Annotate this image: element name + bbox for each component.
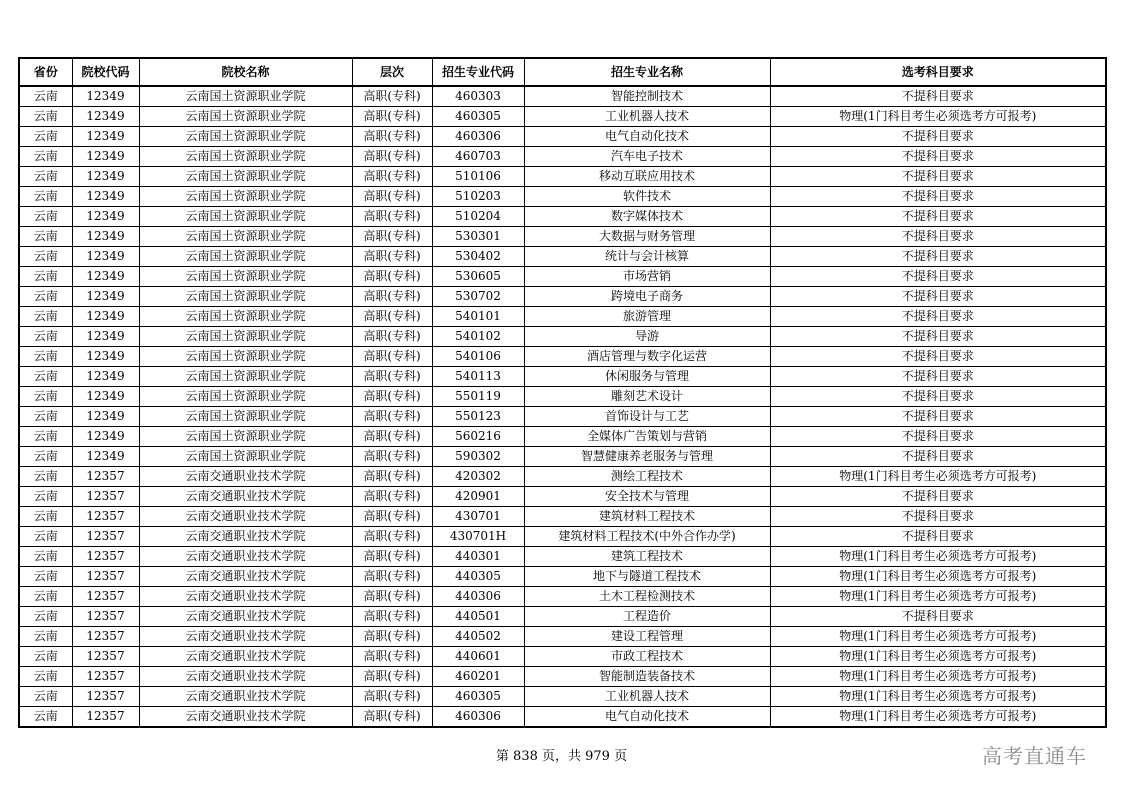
cell-school-name: 云南国土资源职业学院 xyxy=(139,107,352,127)
table-row xyxy=(19,547,1106,567)
cell-school-name: 云南国土资源职业学院 xyxy=(139,327,352,347)
cell-level: 高职(专科) xyxy=(352,247,432,267)
table-body xyxy=(19,86,1106,727)
cell-major-code: 420901 xyxy=(432,487,524,507)
table-row xyxy=(19,467,1106,487)
cell-major-name: 智能控制技术 xyxy=(524,86,770,107)
cell-subject-requirement: 物理(1门科目考生必须选考方可报考) xyxy=(770,647,1106,667)
cell-school-code: 12357 xyxy=(72,467,139,487)
cell-school-code: 12349 xyxy=(72,267,139,287)
table-row xyxy=(19,647,1106,667)
cell-school-name: 云南国土资源职业学院 xyxy=(139,227,352,247)
cell-level: 高职(专科) xyxy=(352,387,432,407)
cell-major-code: 550123 xyxy=(432,407,524,427)
cell-province: 云南 xyxy=(19,447,72,467)
table-row xyxy=(19,367,1106,387)
cell-school-code: 12349 xyxy=(72,227,139,247)
cell-subject-requirement: 不提科目要求 xyxy=(770,487,1106,507)
cell-subject-requirement: 不提科目要求 xyxy=(770,287,1106,307)
cell-school-name: 云南国土资源职业学院 xyxy=(139,387,352,407)
header-school-name: 院校名称 xyxy=(139,58,352,86)
cell-major-code: 540113 xyxy=(432,367,524,387)
cell-school-code: 12357 xyxy=(72,627,139,647)
watermark-text: 高考直通车 xyxy=(982,744,1087,768)
cell-subject-requirement: 物理(1门科目考生必须选考方可报考) xyxy=(770,587,1106,607)
cell-school-code: 12349 xyxy=(72,387,139,407)
cell-major-code: 460303 xyxy=(432,86,524,107)
cell-province: 云南 xyxy=(19,247,72,267)
cell-major-code: 440306 xyxy=(432,587,524,607)
cell-major-name: 大数据与财务管理 xyxy=(524,227,770,247)
cell-major-name: 建设工程管理 xyxy=(524,627,770,647)
cell-major-name: 工业机器人技术 xyxy=(524,107,770,127)
cell-subject-requirement: 不提科目要求 xyxy=(770,147,1106,167)
header-level: 层次 xyxy=(352,58,432,86)
cell-major-code: 460306 xyxy=(432,127,524,147)
cell-level: 高职(专科) xyxy=(352,507,432,527)
cell-major-name: 土木工程检测技术 xyxy=(524,587,770,607)
table-row xyxy=(19,327,1106,347)
cell-province: 云南 xyxy=(19,427,72,447)
cell-major-name: 软件技术 xyxy=(524,187,770,207)
cell-school-name: 云南国土资源职业学院 xyxy=(139,147,352,167)
table-row xyxy=(19,347,1106,367)
cell-subject-requirement: 不提科目要求 xyxy=(770,86,1106,107)
cell-subject-requirement: 物理(1门科目考生必须选考方可报考) xyxy=(770,107,1106,127)
cell-province: 云南 xyxy=(19,207,72,227)
cell-major-name: 电气自动化技术 xyxy=(524,127,770,147)
cell-school-name: 云南交通职业技术学院 xyxy=(139,467,352,487)
cell-school-code: 12357 xyxy=(72,527,139,547)
header-major-name: 招生专业名称 xyxy=(524,58,770,86)
cell-province: 云南 xyxy=(19,147,72,167)
table-row xyxy=(19,667,1106,687)
cell-major-code: 510204 xyxy=(432,207,524,227)
cell-province: 云南 xyxy=(19,627,72,647)
cell-major-code: 440301 xyxy=(432,547,524,567)
cell-level: 高职(专科) xyxy=(352,367,432,387)
cell-level: 高职(专科) xyxy=(352,567,432,587)
cell-major-code: 460703 xyxy=(432,147,524,167)
cell-major-code: 460201 xyxy=(432,667,524,687)
table-row xyxy=(19,627,1106,647)
cell-subject-requirement: 物理(1门科目考生必须选考方可报考) xyxy=(770,567,1106,587)
cell-major-code: 440601 xyxy=(432,647,524,667)
cell-major-name: 地下与隧道工程技术 xyxy=(524,567,770,587)
cell-level: 高职(专科) xyxy=(352,107,432,127)
cell-school-code: 12349 xyxy=(72,107,139,127)
cell-major-name: 智能制造装备技术 xyxy=(524,667,770,687)
cell-subject-requirement: 不提科目要求 xyxy=(770,387,1106,407)
cell-school-name: 云南交通职业技术学院 xyxy=(139,687,352,707)
cell-school-name: 云南交通职业技术学院 xyxy=(139,607,352,627)
cell-school-name: 云南交通职业技术学院 xyxy=(139,707,352,728)
cell-school-name: 云南国土资源职业学院 xyxy=(139,207,352,227)
cell-province: 云南 xyxy=(19,527,72,547)
header-major-code: 招生专业代码 xyxy=(432,58,524,86)
cell-major-name: 旅游管理 xyxy=(524,307,770,327)
cell-major-code: 460305 xyxy=(432,687,524,707)
cell-major-name: 汽车电子技术 xyxy=(524,147,770,167)
cell-province: 云南 xyxy=(19,607,72,627)
cell-level: 高职(专科) xyxy=(352,607,432,627)
table-row xyxy=(19,587,1106,607)
cell-major-name: 统计与会计核算 xyxy=(524,247,770,267)
cell-level: 高职(专科) xyxy=(352,587,432,607)
cell-major-name: 跨境电子商务 xyxy=(524,287,770,307)
cell-major-code: 420302 xyxy=(432,467,524,487)
cell-subject-requirement: 不提科目要求 xyxy=(770,307,1106,327)
cell-major-code: 590302 xyxy=(432,447,524,467)
cell-subject-requirement: 物理(1门科目考生必须选考方可报考) xyxy=(770,627,1106,647)
cell-level: 高职(专科) xyxy=(352,327,432,347)
cell-subject-requirement: 物理(1门科目考生必须选考方可报考) xyxy=(770,667,1106,687)
cell-major-code: 540106 xyxy=(432,347,524,367)
cell-province: 云南 xyxy=(19,467,72,487)
cell-level: 高职(专科) xyxy=(352,267,432,287)
cell-major-name: 市政工程技术 xyxy=(524,647,770,667)
cell-province: 云南 xyxy=(19,127,72,147)
cell-major-name: 建筑材料工程技术 xyxy=(524,507,770,527)
cell-school-name: 云南国土资源职业学院 xyxy=(139,347,352,367)
cell-subject-requirement: 物理(1门科目考生必须选考方可报考) xyxy=(770,707,1106,728)
table-row xyxy=(19,707,1106,728)
cell-school-name: 云南国土资源职业学院 xyxy=(139,367,352,387)
cell-school-name: 云南国土资源职业学院 xyxy=(139,447,352,467)
cell-level: 高职(专科) xyxy=(352,347,432,367)
cell-major-name: 安全技术与管理 xyxy=(524,487,770,507)
cell-school-code: 12349 xyxy=(72,447,139,467)
cell-school-code: 12357 xyxy=(72,567,139,587)
cell-school-code: 12357 xyxy=(72,507,139,527)
cell-subject-requirement: 不提科目要求 xyxy=(770,407,1106,427)
cell-school-name: 云南交通职业技术学院 xyxy=(139,567,352,587)
cell-province: 云南 xyxy=(19,287,72,307)
cell-school-code: 12357 xyxy=(72,667,139,687)
cell-level: 高职(专科) xyxy=(352,207,432,227)
table-row xyxy=(19,447,1106,467)
cell-major-code: 430701H xyxy=(432,527,524,547)
table-row xyxy=(19,407,1106,427)
cell-school-code: 12357 xyxy=(72,687,139,707)
table-row xyxy=(19,147,1106,167)
cell-school-name: 云南交通职业技术学院 xyxy=(139,527,352,547)
cell-level: 高职(专科) xyxy=(352,547,432,567)
cell-province: 云南 xyxy=(19,367,72,387)
cell-level: 高职(专科) xyxy=(352,627,432,647)
cell-level: 高职(专科) xyxy=(352,287,432,307)
cell-major-code: 530301 xyxy=(432,227,524,247)
cell-province: 云南 xyxy=(19,307,72,327)
cell-school-name: 云南国土资源职业学院 xyxy=(139,307,352,327)
cell-major-code: 460306 xyxy=(432,707,524,728)
cell-province: 云南 xyxy=(19,667,72,687)
cell-subject-requirement: 不提科目要求 xyxy=(770,267,1106,287)
cell-major-code: 430701 xyxy=(432,507,524,527)
table-row xyxy=(19,247,1106,267)
cell-province: 云南 xyxy=(19,487,72,507)
cell-level: 高职(专科) xyxy=(352,487,432,507)
table-row xyxy=(19,287,1106,307)
cell-school-code: 12349 xyxy=(72,307,139,327)
cell-level: 高职(专科) xyxy=(352,467,432,487)
cell-school-code: 12349 xyxy=(72,327,139,347)
cell-level: 高职(专科) xyxy=(352,527,432,547)
cell-major-code: 510106 xyxy=(432,167,524,187)
cell-subject-requirement: 不提科目要求 xyxy=(770,367,1106,387)
cell-major-name: 酒店管理与数字化运营 xyxy=(524,347,770,367)
cell-province: 云南 xyxy=(19,687,72,707)
cell-school-name: 云南交通职业技术学院 xyxy=(139,647,352,667)
cell-subject-requirement: 不提科目要求 xyxy=(770,167,1106,187)
table-row xyxy=(19,86,1106,107)
cell-province: 云南 xyxy=(19,407,72,427)
cell-province: 云南 xyxy=(19,327,72,347)
cell-subject-requirement: 物理(1门科目考生必须选考方可报考) xyxy=(770,547,1106,567)
table-row xyxy=(19,167,1106,187)
cell-subject-requirement: 不提科目要求 xyxy=(770,347,1106,367)
cell-major-code: 440501 xyxy=(432,607,524,627)
cell-school-name: 云南国土资源职业学院 xyxy=(139,247,352,267)
cell-school-name: 云南国土资源职业学院 xyxy=(139,407,352,427)
cell-level: 高职(专科) xyxy=(352,407,432,427)
table-row xyxy=(19,687,1106,707)
table-row xyxy=(19,227,1106,247)
cell-major-name: 工程造价 xyxy=(524,607,770,627)
table-row xyxy=(19,127,1106,147)
cell-school-name: 云南国土资源职业学院 xyxy=(139,86,352,107)
cell-school-code: 12349 xyxy=(72,347,139,367)
cell-major-code: 440305 xyxy=(432,567,524,587)
cell-subject-requirement: 物理(1门科目考生必须选考方可报考) xyxy=(770,467,1106,487)
cell-school-code: 12357 xyxy=(72,587,139,607)
cell-level: 高职(专科) xyxy=(352,167,432,187)
cell-school-name: 云南国土资源职业学院 xyxy=(139,287,352,307)
cell-major-name: 建筑材料工程技术(中外合作办学) xyxy=(524,527,770,547)
cell-subject-requirement: 不提科目要求 xyxy=(770,247,1106,267)
cell-school-code: 12349 xyxy=(72,167,139,187)
cell-subject-requirement: 不提科目要求 xyxy=(770,447,1106,467)
table-row xyxy=(19,187,1106,207)
cell-school-code: 12357 xyxy=(72,647,139,667)
header-subject-requirement: 选考科目要求 xyxy=(770,58,1106,86)
cell-major-code: 530402 xyxy=(432,247,524,267)
page-number: 第 838 页，共 979 页 xyxy=(495,749,628,764)
cell-province: 云南 xyxy=(19,567,72,587)
cell-major-code: 440502 xyxy=(432,627,524,647)
cell-province: 云南 xyxy=(19,167,72,187)
cell-level: 高职(专科) xyxy=(352,86,432,107)
cell-school-name: 云南交通职业技术学院 xyxy=(139,667,352,687)
cell-province: 云南 xyxy=(19,107,72,127)
table-row xyxy=(19,487,1106,507)
cell-province: 云南 xyxy=(19,347,72,367)
cell-level: 高职(专科) xyxy=(352,307,432,327)
cell-school-code: 12349 xyxy=(72,287,139,307)
cell-school-code: 12349 xyxy=(72,187,139,207)
header-school-code: 院校代码 xyxy=(72,58,139,86)
cell-major-name: 移动互联应用技术 xyxy=(524,167,770,187)
cell-subject-requirement: 不提科目要求 xyxy=(770,427,1106,447)
cell-province: 云南 xyxy=(19,587,72,607)
cell-level: 高职(专科) xyxy=(352,127,432,147)
cell-major-code: 510203 xyxy=(432,187,524,207)
cell-subject-requirement: 不提科目要求 xyxy=(770,327,1106,347)
cell-level: 高职(专科) xyxy=(352,647,432,667)
cell-school-name: 云南国土资源职业学院 xyxy=(139,187,352,207)
table-row xyxy=(19,607,1106,627)
cell-level: 高职(专科) xyxy=(352,447,432,467)
cell-subject-requirement: 不提科目要求 xyxy=(770,507,1106,527)
cell-major-name: 市场营销 xyxy=(524,267,770,287)
cell-level: 高职(专科) xyxy=(352,227,432,247)
cell-major-code: 540102 xyxy=(432,327,524,347)
cell-major-name: 电气自动化技术 xyxy=(524,707,770,728)
cell-subject-requirement: 不提科目要求 xyxy=(770,227,1106,247)
header-province: 省份 xyxy=(19,58,72,86)
cell-subject-requirement: 不提科目要求 xyxy=(770,527,1106,547)
cell-major-code: 540101 xyxy=(432,307,524,327)
table-row xyxy=(19,107,1106,127)
table-row xyxy=(19,307,1106,327)
cell-major-name: 雕刻艺术设计 xyxy=(524,387,770,407)
cell-school-name: 云南国土资源职业学院 xyxy=(139,167,352,187)
cell-school-code: 12357 xyxy=(72,487,139,507)
cell-school-name: 云南国土资源职业学院 xyxy=(139,267,352,287)
cell-subject-requirement: 不提科目要求 xyxy=(770,607,1106,627)
cell-school-code: 12357 xyxy=(72,547,139,567)
cell-school-code: 12357 xyxy=(72,707,139,728)
cell-school-code: 12349 xyxy=(72,367,139,387)
cell-province: 云南 xyxy=(19,227,72,247)
cell-province: 云南 xyxy=(19,267,72,287)
cell-major-code: 530605 xyxy=(432,267,524,287)
table-row xyxy=(19,567,1106,587)
cell-major-name: 建筑工程技术 xyxy=(524,547,770,567)
cell-subject-requirement: 不提科目要求 xyxy=(770,127,1106,147)
table-header xyxy=(19,58,1106,86)
cell-level: 高职(专科) xyxy=(352,687,432,707)
table-row xyxy=(19,507,1106,527)
cell-subject-requirement: 不提科目要求 xyxy=(770,207,1106,227)
cell-school-name: 云南国土资源职业学院 xyxy=(139,427,352,447)
cell-level: 高职(专科) xyxy=(352,187,432,207)
cell-subject-requirement: 物理(1门科目考生必须选考方可报考) xyxy=(770,687,1106,707)
cell-level: 高职(专科) xyxy=(352,707,432,728)
cell-school-name: 云南交通职业技术学院 xyxy=(139,507,352,527)
admission-table xyxy=(18,57,1107,728)
table-row xyxy=(19,267,1106,287)
cell-level: 高职(专科) xyxy=(352,667,432,687)
cell-school-code: 12349 xyxy=(72,407,139,427)
table-row xyxy=(19,427,1106,447)
cell-school-name: 云南交通职业技术学院 xyxy=(139,547,352,567)
cell-province: 云南 xyxy=(19,387,72,407)
cell-major-name: 智慧健康养老服务与管理 xyxy=(524,447,770,467)
cell-school-name: 云南国土资源职业学院 xyxy=(139,127,352,147)
cell-school-code: 12349 xyxy=(72,86,139,107)
cell-province: 云南 xyxy=(19,507,72,527)
cell-level: 高职(专科) xyxy=(352,147,432,167)
cell-province: 云南 xyxy=(19,647,72,667)
cell-province: 云南 xyxy=(19,547,72,567)
cell-major-name: 导游 xyxy=(524,327,770,347)
cell-major-name: 全媒体广告策划与营销 xyxy=(524,427,770,447)
cell-level: 高职(专科) xyxy=(352,427,432,447)
cell-major-name: 数字媒体技术 xyxy=(524,207,770,227)
cell-province: 云南 xyxy=(19,707,72,728)
table-row xyxy=(19,207,1106,227)
cell-school-code: 12349 xyxy=(72,427,139,447)
header-row xyxy=(19,58,1106,86)
cell-school-name: 云南交通职业技术学院 xyxy=(139,487,352,507)
cell-school-code: 12349 xyxy=(72,127,139,147)
cell-subject-requirement: 不提科目要求 xyxy=(770,187,1106,207)
cell-major-name: 休闲服务与管理 xyxy=(524,367,770,387)
cell-school-code: 12349 xyxy=(72,207,139,227)
cell-school-name: 云南交通职业技术学院 xyxy=(139,627,352,647)
cell-province: 云南 xyxy=(19,187,72,207)
cell-major-code: 560216 xyxy=(432,427,524,447)
cell-major-code: 530702 xyxy=(432,287,524,307)
cell-major-name: 测绘工程技术 xyxy=(524,467,770,487)
cell-school-code: 12349 xyxy=(72,247,139,267)
cell-major-name: 首饰设计与工艺 xyxy=(524,407,770,427)
cell-province: 云南 xyxy=(19,86,72,107)
table-row xyxy=(19,527,1106,547)
cell-major-code: 460305 xyxy=(432,107,524,127)
cell-school-code: 12349 xyxy=(72,147,139,167)
cell-school-name: 云南交通职业技术学院 xyxy=(139,587,352,607)
cell-major-name: 工业机器人技术 xyxy=(524,687,770,707)
cell-school-code: 12357 xyxy=(72,607,139,627)
cell-major-code: 550119 xyxy=(432,387,524,407)
table-row xyxy=(19,387,1106,407)
